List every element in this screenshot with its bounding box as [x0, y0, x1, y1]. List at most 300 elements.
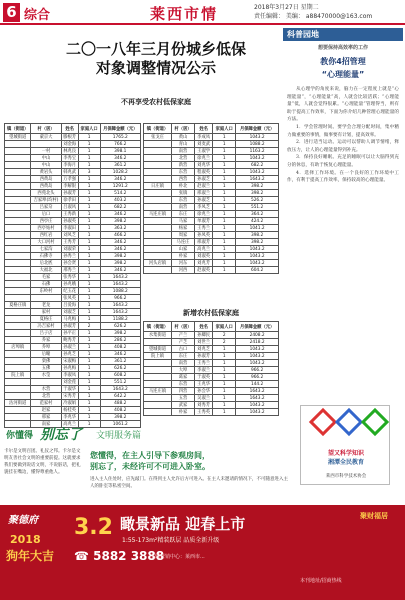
table-cell: [5, 393, 31, 400]
table-cell: 王淑学: [195, 148, 213, 155]
table-cell: 1: [213, 381, 236, 388]
table-cell: 沽河街道: [5, 400, 31, 407]
table-cell: 488.2: [100, 400, 140, 407]
table-cell: [144, 176, 172, 183]
table-row: [144, 339, 279, 346]
table-row: [5, 274, 141, 281]
table-cell: 孙会华: [195, 388, 213, 395]
table-cell: [5, 365, 31, 372]
table-row: [144, 260, 279, 267]
col-header: 月保障金额（元）: [236, 124, 279, 134]
table-cell: 1: [213, 253, 236, 260]
table-cell: 李淑田: [61, 225, 78, 232]
science-logo: [300, 405, 390, 485]
table-cell: 1043.2: [236, 169, 279, 176]
table-cell: 水营: [31, 386, 61, 393]
table-cell: 望城街道: [5, 134, 31, 141]
table-cell: 1: [78, 421, 100, 428]
sidebar-paragraph: 从心理学的角度来说，脑力在一定程度上就是“心理能量”，“心理能量”高，人就会比较活跃；“心理能量”低，人就会觉得很累。“心理能量”管理得当，则有助于提高工作效率，下面为你介绍几种管理心理能量的方法。: [287, 87, 399, 123]
table-row: [144, 353, 279, 360]
table-cell: 398.2: [236, 232, 279, 239]
table-cell: 李解银: [61, 183, 78, 190]
table-cell: [5, 407, 31, 414]
table-cell: 葛家: [171, 374, 194, 381]
table-row: [5, 218, 141, 225]
table-cell: 邢淑兰: [195, 190, 213, 197]
table-cell: [144, 239, 172, 246]
table-cell: 马家: [171, 218, 194, 225]
table-cell: 626.2: [100, 365, 140, 372]
table-cell: 1: [78, 239, 100, 246]
table-cell: 黄山: [171, 134, 194, 141]
table-cell: 北营: [171, 155, 194, 162]
table-cell: 398.2: [100, 330, 140, 337]
table-cell: 程淑英: [195, 169, 213, 176]
table-cell: 王秀兰: [195, 225, 213, 232]
table-cell: [5, 239, 31, 246]
table-cell: [5, 309, 31, 316]
table-cell: [5, 169, 31, 176]
col-header: 姓名: [195, 124, 213, 134]
sidebar-paragraph: 3．保持良好睡眠。充足的睡眠可以让大脑得到充分的休息，有助于恢复心理能量。: [287, 155, 399, 168]
rural-new-caption: 新增农村低保家庭: [183, 309, 239, 317]
table-cell: 1643.2: [236, 388, 279, 395]
table-row: [5, 225, 141, 232]
table-cell: 孙淑芝: [195, 197, 213, 204]
table-cell: 1643.2: [236, 176, 279, 183]
table-cell: [144, 402, 172, 409]
ad-phone: ☎ 5882 3888: [74, 549, 165, 563]
forget-sub: 文明服务篇: [96, 431, 142, 441]
table-cell: 346.2: [100, 351, 140, 358]
table-cell: 邢家: [31, 414, 61, 421]
table-cell: 赵淑兰: [195, 183, 213, 190]
table-row: [144, 225, 279, 232]
table-cell: 1: [78, 414, 100, 421]
table-cell: 1: [78, 141, 100, 148]
table-cell: 1: [78, 351, 100, 358]
logo-text: 望又科学知识: [327, 450, 364, 457]
table-cell: 1: [78, 386, 100, 393]
ad-headline: 瞰景新品 迎春上市: [120, 515, 246, 533]
table-cell: 1643.2: [236, 395, 279, 402]
table-cell: 1: [78, 253, 100, 260]
table-cell: 马兆梅: [61, 316, 78, 323]
table-cell: 吉家埠(均村): [31, 197, 61, 204]
table-cell: 1: [213, 246, 236, 253]
col-header: 姓名: [195, 322, 213, 332]
table-row: [5, 239, 141, 246]
table-cell: 1: [213, 402, 236, 409]
table-cell: 院上镇: [144, 353, 172, 360]
table-row: [144, 134, 279, 141]
table-cell: 1: [78, 407, 100, 414]
table-cell: 西黄岛: [31, 176, 61, 183]
table-cell: 346.2: [100, 239, 140, 246]
table-row: [5, 407, 141, 414]
table-row: [5, 323, 141, 330]
table-row: [5, 330, 141, 337]
table-row: [144, 374, 279, 381]
table-cell: 346.2: [100, 267, 140, 274]
table-cell: 西营: [171, 176, 194, 183]
table-cell: 1: [213, 388, 236, 395]
table-cell: 刘麦武: [195, 141, 213, 148]
table-cell: 398.2: [236, 190, 279, 197]
table-cell: 孙卿民: [195, 332, 213, 339]
table-cell: 144.2: [236, 381, 279, 388]
table-cell: 王兆华: [195, 381, 213, 388]
table-cell: 宋淑梅: [61, 358, 78, 365]
page-number: 6: [3, 3, 20, 22]
table-cell: [5, 183, 31, 190]
col-header: 镇（街道）: [144, 124, 172, 134]
table-cell: [5, 323, 31, 330]
table-cell: 466.2: [100, 232, 140, 239]
ad-brand: 聚德府: [8, 515, 38, 526]
section-title: 综合: [24, 8, 51, 23]
table-cell: [5, 141, 31, 148]
table-cell: [5, 197, 31, 204]
ad-year: 2018: [10, 533, 41, 546]
table-cell: 766.2: [100, 141, 140, 148]
forget-slogan: [90, 450, 290, 472]
table-cell: 1: [213, 267, 236, 274]
table-cell: [5, 267, 31, 274]
table-cell: 1: [78, 302, 100, 309]
table-cell: 五营: [171, 395, 194, 402]
table-cell: 四营: [171, 388, 194, 395]
table-cell: 高兆兰: [195, 246, 213, 253]
table-row: [144, 246, 279, 253]
logo-shape-green: [361, 408, 389, 436]
table-cell: [144, 162, 172, 169]
table-cell: 水莹: [31, 372, 61, 379]
table-cell: 大福北: [31, 267, 61, 274]
table-row: [5, 155, 141, 162]
table-cell: 院上镇: [5, 372, 31, 379]
table-cell: 七家沟: [31, 246, 61, 253]
table-cell: 1643.2: [100, 302, 140, 309]
table-cell: 刘秀芳: [195, 402, 213, 409]
table-cell: [144, 232, 172, 239]
table-cell: 1: [78, 211, 100, 218]
table-cell: 徐兆兰: [195, 211, 213, 218]
table-cell: 1: [213, 134, 236, 141]
table-cell: 刘金海: [61, 141, 78, 148]
table-row: [144, 332, 279, 339]
logo-text-2: 湘潭全民教育: [327, 459, 364, 466]
table-cell: 1: [78, 225, 100, 232]
col-header: 村（居）: [171, 124, 194, 134]
table-cell: 1: [78, 309, 100, 316]
table-cell: 老龙: [31, 302, 61, 309]
table-row: [144, 367, 279, 374]
table-cell: 398.2: [100, 414, 140, 421]
table-cell: 1061.2: [100, 421, 140, 428]
table-cell: 栾佛: [31, 358, 61, 365]
title-line-1: 二〇一八年三月份城乡低保: [65, 40, 246, 58]
sidebar-section: 科普园地: [283, 28, 403, 41]
table-cell: 冷淑娟: [61, 400, 78, 407]
table-cell: [5, 260, 31, 267]
table-cell: 1: [213, 162, 236, 169]
table-cell: 286.2: [100, 337, 140, 344]
table-cell: 邢淑芳: [195, 239, 213, 246]
table-header-row: [144, 124, 279, 134]
table-cell: [5, 281, 31, 288]
table-cell: 1: [213, 409, 236, 416]
table-cell: 1043.2: [236, 346, 279, 353]
table-cell: 403.2: [100, 197, 140, 204]
table-cell: [144, 148, 172, 155]
table-header-row: [144, 322, 279, 332]
table-cell: 西亭姑村: [31, 225, 61, 232]
table-row: [144, 141, 279, 148]
table-cell: 1: [78, 204, 100, 211]
table-cell: 642.2: [100, 393, 140, 400]
table-cell: [144, 155, 172, 162]
table-cell: 1643.2: [100, 274, 140, 281]
table-cell: 周家: [171, 232, 194, 239]
table-cell: 孙凤英: [195, 232, 213, 239]
table-cell: 398.2: [100, 260, 140, 267]
table-cell: 孙兆梅: [61, 365, 78, 372]
table-row: [5, 295, 141, 302]
ad-greet: 狗年大吉: [6, 549, 55, 563]
table-cell: 一村: [31, 148, 61, 155]
table-cell: 李成凤: [195, 134, 213, 141]
ad-note: 本刊地址/招商热线: [300, 578, 342, 584]
col-header: 村（居）: [31, 124, 61, 134]
table-row: [144, 218, 279, 225]
table-cell: 刘兆华: [195, 162, 213, 169]
table-cell: 3: [78, 169, 100, 176]
table-cell: 1291.2: [100, 183, 140, 190]
table-cell: 2408.2: [236, 332, 279, 339]
table-cell: 孙淑芝: [195, 176, 213, 183]
table-cell: [144, 225, 172, 232]
col-header: 村（居）: [171, 322, 194, 332]
table-cell: 刘兆芳: [195, 260, 213, 267]
table-cell: 石佛: [31, 281, 61, 288]
table-row: [5, 204, 141, 211]
table-cell: [144, 395, 172, 402]
table-cell: 刘淑芝: [61, 309, 78, 316]
table-cell: 1643.2: [100, 386, 140, 393]
main-title: [40, 40, 272, 78]
table-cell: 范家村: [31, 400, 61, 407]
table-cell: 398.1: [100, 148, 140, 155]
table-cell: 1: [213, 346, 236, 353]
table-cell: 乔埠: [31, 344, 61, 351]
table-row: [144, 253, 279, 260]
sidebar-paragraph: 4．选择工作环境。在一个良好的工作环境中工作，有利于提高工作效率，保持较高的心理能量。: [287, 170, 399, 184]
table-cell: 刘凤芝: [61, 232, 78, 239]
table-right: [143, 123, 279, 274]
logo-shape-red: [309, 408, 337, 436]
table-cell: 河头店镇: [144, 260, 172, 267]
table-cell: 刘金莲: [61, 379, 78, 386]
table-cell: 林兆良: [61, 148, 78, 155]
table-cell: [31, 141, 61, 148]
table-cell: 363.2: [100, 225, 140, 232]
table-cell: [144, 374, 172, 381]
table-cell: 1: [78, 337, 100, 344]
table-row: [144, 176, 279, 183]
table-row: [5, 176, 141, 183]
table-cell: 李淑兰: [195, 367, 213, 374]
table-cell: 346.2: [100, 176, 140, 183]
table-row: [5, 344, 141, 351]
table-cell: 大口河村: [31, 239, 61, 246]
title-line-2: 对象调整情况公示: [95, 59, 216, 77]
table-cell: 1: [213, 225, 236, 232]
table-cell: 1: [213, 176, 236, 183]
table-cell: 古口: [171, 346, 194, 353]
table-cell: 1: [213, 169, 236, 176]
table-cell: 1043.2: [236, 409, 279, 416]
table-cell: [5, 225, 31, 232]
table-cell: 1: [78, 218, 100, 225]
table-left: [4, 123, 141, 428]
page-header: [0, 0, 405, 25]
table-cell: 东营: [171, 197, 194, 204]
table-cell: 产兰: [171, 332, 194, 339]
table-cell: 吕淑风: [61, 204, 78, 211]
table-cell: 王秀英: [195, 409, 213, 416]
table-cell: 398.2: [100, 218, 140, 225]
col-header: 家庭人口: [78, 124, 100, 134]
table-cell: [5, 337, 31, 344]
table-cell: [5, 162, 31, 169]
table-cell: [144, 204, 172, 211]
table-row: [5, 358, 141, 365]
table-row: [5, 232, 141, 239]
table-cell: 398.2: [236, 183, 279, 190]
table-cell: 1: [213, 211, 236, 218]
table-cell: 赵淑英: [195, 267, 213, 274]
table-cell: 1: [78, 134, 100, 141]
table-cell: 宋秀芳: [61, 393, 78, 400]
table-cell: 李海月: [61, 162, 78, 169]
table-cell: 产芝: [171, 339, 194, 346]
table-cell: 1088.2: [236, 141, 279, 148]
table-cell: 1163.2: [236, 148, 279, 155]
table-cell: [5, 295, 31, 302]
sidebar-title-1: 教你4招管理: [320, 57, 366, 66]
table-cell: 孙淑芳: [61, 190, 78, 197]
table-cell: 1: [78, 372, 100, 379]
table-row: [5, 288, 141, 295]
table-cell: 966.2: [236, 367, 279, 374]
table-cell: 毛家: [31, 274, 61, 281]
table-cell: 李秀宝: [61, 155, 78, 162]
table-cell: 家村: [31, 309, 61, 316]
table-cell: 高兆兰: [61, 421, 78, 428]
table-cell: 1043.2: [236, 155, 279, 162]
table-cell: 1: [213, 395, 236, 402]
table-row: [5, 260, 141, 267]
table-cell: 1: [213, 190, 236, 197]
table-cell: 杨家: [171, 225, 194, 232]
table-cell: 1: [78, 197, 100, 204]
table-cell: 346.2: [100, 246, 140, 253]
table-cell: 1: [78, 365, 100, 372]
table-cell: 西亭庄: [31, 218, 61, 225]
table-cell: 514.2: [100, 190, 140, 197]
table-cell: 刘兆芝: [195, 346, 213, 353]
table-row: [5, 169, 141, 176]
table-row: [144, 169, 279, 176]
table-cell: 361.2: [100, 162, 140, 169]
table-row: [5, 162, 141, 169]
table-row: [5, 372, 141, 379]
table-cell: 滕根芳: [61, 134, 78, 141]
table-cell: 1: [213, 260, 236, 267]
table-cell: 408.2: [100, 344, 140, 351]
table-cell: 王秀新: [61, 211, 78, 218]
table-cell: 北营: [31, 393, 61, 400]
table-cell: 孙秀兰: [61, 253, 78, 260]
table-row: [144, 239, 279, 246]
table-cell: 后口: [31, 211, 61, 218]
table-cell: 韩兆武: [61, 169, 78, 176]
table-row: [5, 267, 141, 274]
table-cell: [5, 232, 31, 239]
table-cell: 1: [78, 288, 100, 295]
header-meta: [254, 3, 404, 21]
table-cell: 1188.2: [100, 316, 140, 323]
col-header: 家庭人口: [213, 124, 236, 134]
table-cell: 中山: [31, 162, 61, 169]
table-row: [5, 141, 141, 148]
table-cell: 346.2: [100, 155, 140, 162]
table-cell: 山家: [171, 246, 194, 253]
table-cell: [144, 197, 172, 204]
table-cell: 王秀芳: [61, 239, 78, 246]
table-cell: 1: [78, 344, 100, 351]
table-cell: 孙平正: [61, 330, 78, 337]
table-row: [144, 388, 279, 395]
table-cell: 徐兆兰: [195, 155, 213, 162]
table-cell: 608.2: [100, 372, 140, 379]
table-cell: 李兆华: [61, 414, 78, 421]
table-cell: [144, 409, 172, 416]
table-cell: 1028.2: [100, 169, 140, 176]
table-cell: 东庄: [171, 353, 194, 360]
table-cell: 万孝强: [61, 176, 78, 183]
table-cell: 1: [78, 274, 100, 281]
table-cell: 1: [213, 360, 236, 367]
table-row: [144, 381, 279, 388]
table-cell: 1088.2: [100, 288, 140, 295]
table-cell: 水集街道: [144, 332, 172, 339]
table-cell: 346.2: [100, 211, 140, 218]
table-row: [144, 409, 279, 416]
col-header: 家庭人口: [213, 322, 236, 332]
table-cell: 单淑芳: [195, 218, 213, 225]
table-cell: 1: [213, 374, 236, 381]
table-cell: [144, 381, 172, 388]
table-row: [5, 197, 141, 204]
table-cell: 1: [213, 239, 236, 246]
table-cell: [5, 155, 31, 162]
slogan-2: 别忘了，未经许可不可进入卧室。: [90, 462, 210, 471]
table-cell: 南家: [31, 421, 61, 428]
table-cell: 1: [213, 183, 236, 190]
table-cell: 1: [78, 176, 100, 183]
